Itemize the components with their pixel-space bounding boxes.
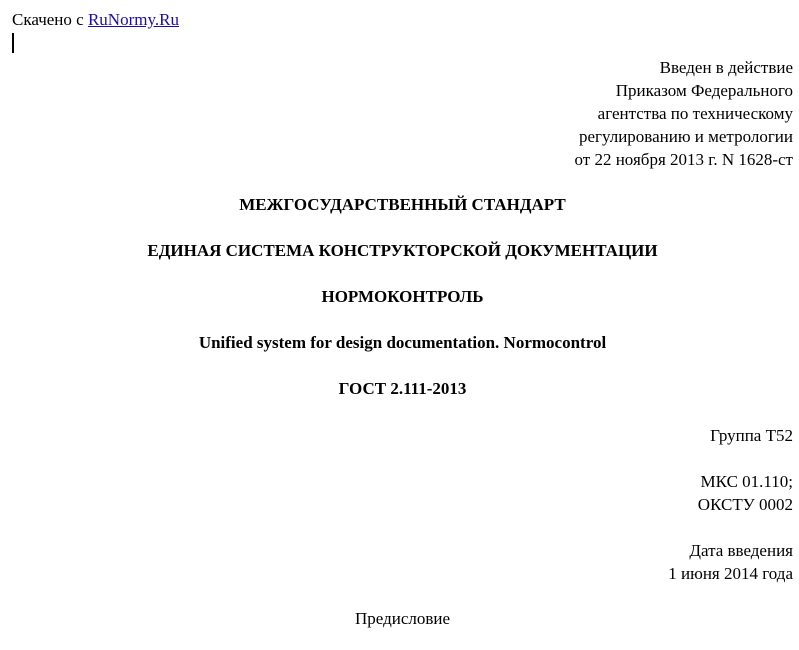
source-link[interactable]: RuNormy.Ru	[87, 10, 179, 29]
source-line	[12, 8, 179, 31]
group-block	[710, 424, 793, 447]
classifier-block	[698, 470, 793, 516]
introduction-date-block	[668, 539, 793, 585]
group-code: Группа Т52	[710, 426, 793, 445]
enactment-line: Введен в действие	[659, 58, 793, 77]
foreword-heading: Предисловие	[354, 609, 451, 628]
standard-code-heading: ГОСТ 2.111-2013	[338, 379, 467, 398]
enactment-line: от 22 ноября 2013 г. N 1628-ст	[574, 150, 793, 169]
english-title-heading: Unified system for design documentation. Normocontrol	[198, 333, 607, 352]
enactment-line: Приказом Федерального	[615, 81, 793, 100]
enactment-block	[575, 56, 794, 171]
enactment-line: агентства по техническому	[597, 104, 793, 123]
system-name-heading: ЕДИНАЯ СИСТЕМА КОНСТРУКТОРСКОЙ ДОКУМЕНТАЦИИ	[147, 241, 658, 260]
mks-code: МКС 01.110;	[700, 472, 793, 491]
okstu-code: ОКСТУ 0002	[697, 495, 793, 514]
source-prefix: Скачено с	[12, 10, 84, 29]
introduction-date-value: 1 июня 2014 года	[668, 564, 793, 583]
subject-heading: НОРМОКОНТРОЛЬ	[321, 287, 484, 306]
enactment-line: регулированию и метрологии	[578, 127, 793, 146]
introduction-date-label: Дата введения	[689, 541, 793, 560]
text-caret	[12, 33, 14, 53]
standard-type-heading: МЕЖГОСУДАРСТВЕННЫЙ СТАНДАРТ	[239, 195, 566, 214]
